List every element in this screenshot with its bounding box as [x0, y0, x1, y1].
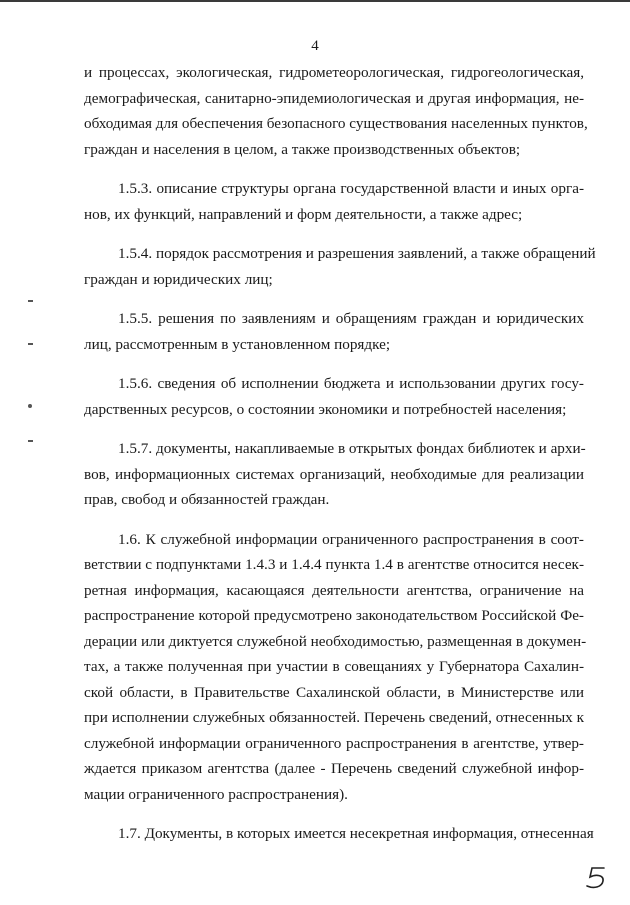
text-line: ветствии с подпунктами 1.4.3 и 1.4.4 пункта 1.4 в агентстве относится несек-	[84, 556, 584, 573]
paragraph-1-5-6	[84, 371, 584, 422]
text-line: граждан и населения в целом, а также производственных объектов;	[84, 140, 521, 158]
paragraph-1-5-3	[84, 176, 584, 227]
text-line: 1.5.7. документы, накапливаемые в открытых фондах библиотек и архи-	[118, 440, 586, 457]
text-line: вов, информационных системах организаций, необходимые для реализации	[84, 465, 584, 483]
text-line: 1.5.5. решения по заявлениям и обращениям граждан и юридических	[118, 310, 584, 327]
paragraph-1-6	[84, 527, 587, 808]
handwritten-page-mark	[582, 865, 612, 891]
text-line: ской области, в Правительстве Сахалинской области, в Министерстве или	[84, 683, 584, 701]
text-line: при исполнении служебных обязанностей. Перечень сведений, отнесенных к	[84, 709, 584, 726]
margin-mark	[28, 404, 32, 408]
page-top-edge	[0, 0, 630, 2]
text-line: дарственных ресурсов, о состоянии экономики и потребностей населения;	[84, 400, 567, 418]
paragraph-continuation	[84, 60, 588, 162]
text-line: служебной информации ограниченного распространения в агентстве, утвер-	[84, 734, 584, 752]
text-line: 1.5.6. сведения об исполнении бюджета и использовании других госу-	[118, 375, 584, 392]
text-line: 1.7. Документы, в которых имеется несекретная информация, отнесенная	[118, 825, 594, 842]
document-body	[84, 60, 596, 847]
text-line: лиц, рассмотренным в установленном порядке;	[84, 335, 391, 353]
text-line: дерации или диктуется служебной необходимостью, размещенная в докумен-	[84, 632, 587, 650]
text-line: тах, а также полученная при участии в совещаниях у Губернатора Сахалин-	[84, 658, 584, 675]
text-line: 1.6. К служебной информации ограниченного распространения в соот-	[118, 530, 584, 548]
text-line: ждается приказом агентства (далее - Перечень сведений служебной инфор-	[84, 760, 584, 777]
text-line: демографическая, санитарно-эпидемиологическая и другая информация, не-	[84, 89, 584, 107]
text-line: нов, их функций, направлений и форм деятельности, а также адрес;	[84, 205, 523, 223]
text-line: распространение которой предусмотрено законодательством Российской Фе-	[84, 607, 584, 624]
text-line: ретная информация, касающаяся деятельности агентства, ограничение на	[84, 581, 584, 599]
margin-mark	[28, 343, 33, 345]
paragraph-1-7	[84, 821, 594, 847]
paragraph-1-5-5	[84, 306, 584, 357]
page-number: 4	[311, 38, 319, 54]
text-line: граждан и юридических лиц;	[84, 270, 273, 288]
text-line: и процессах, экологическая, гидрометеорологическая, гидрогеологическая,	[84, 64, 584, 81]
paragraph-1-5-4	[84, 241, 596, 292]
text-line: 1.5.4. порядок рассмотрения и разрешения заявлений, а также обращений	[118, 245, 596, 262]
text-line: мации ограниченного распространения).	[84, 785, 348, 803]
text-line: обходимая для обеспечения безопасного существования населенных пунктов,	[84, 115, 588, 132]
margin-mark	[28, 300, 33, 302]
margin-mark	[28, 440, 33, 442]
text-line: 1.5.3. описание структуры органа государственной власти и иных орга-	[118, 180, 584, 197]
paragraph-1-5-7	[84, 436, 584, 513]
text-line: прав, свобод и обязанностей граждан.	[84, 491, 330, 508]
